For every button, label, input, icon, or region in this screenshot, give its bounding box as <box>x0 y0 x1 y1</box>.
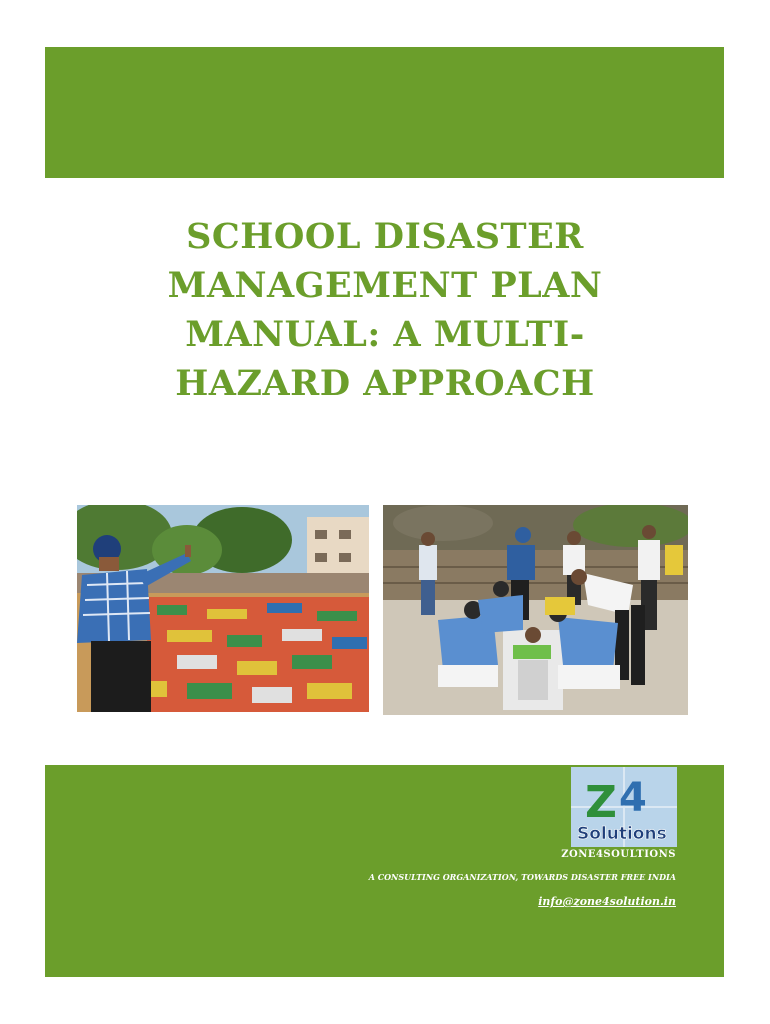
first-aid-drill-photo <box>383 505 688 715</box>
logo-4-letter: 4 <box>619 775 647 821</box>
title-line-2: MANAGEMENT PLAN <box>167 265 603 306</box>
organization-name: ZONE4SOULTIONS <box>561 849 676 860</box>
title-line-1: SCHOOL DISASTER <box>186 216 584 257</box>
footer-band <box>45 765 724 977</box>
title-line-3: MANUAL: A MULTI- <box>185 314 585 355</box>
document-title <box>90 212 680 408</box>
header-band <box>45 47 724 178</box>
organization-tagline: A CONSULTING ORGANIZATION, TOWARDS DISASTER FREE INDIA <box>368 872 676 882</box>
logo-solutions-word: Solutions <box>577 824 667 844</box>
assembly-photo <box>77 505 369 712</box>
organization-email-link[interactable]: info@zone4solution.in <box>538 895 676 908</box>
zone4solutions-logo <box>571 767 677 847</box>
title-line-4: HAZARD APPROACH <box>175 363 595 404</box>
logo-z-letter: Z <box>585 777 617 828</box>
